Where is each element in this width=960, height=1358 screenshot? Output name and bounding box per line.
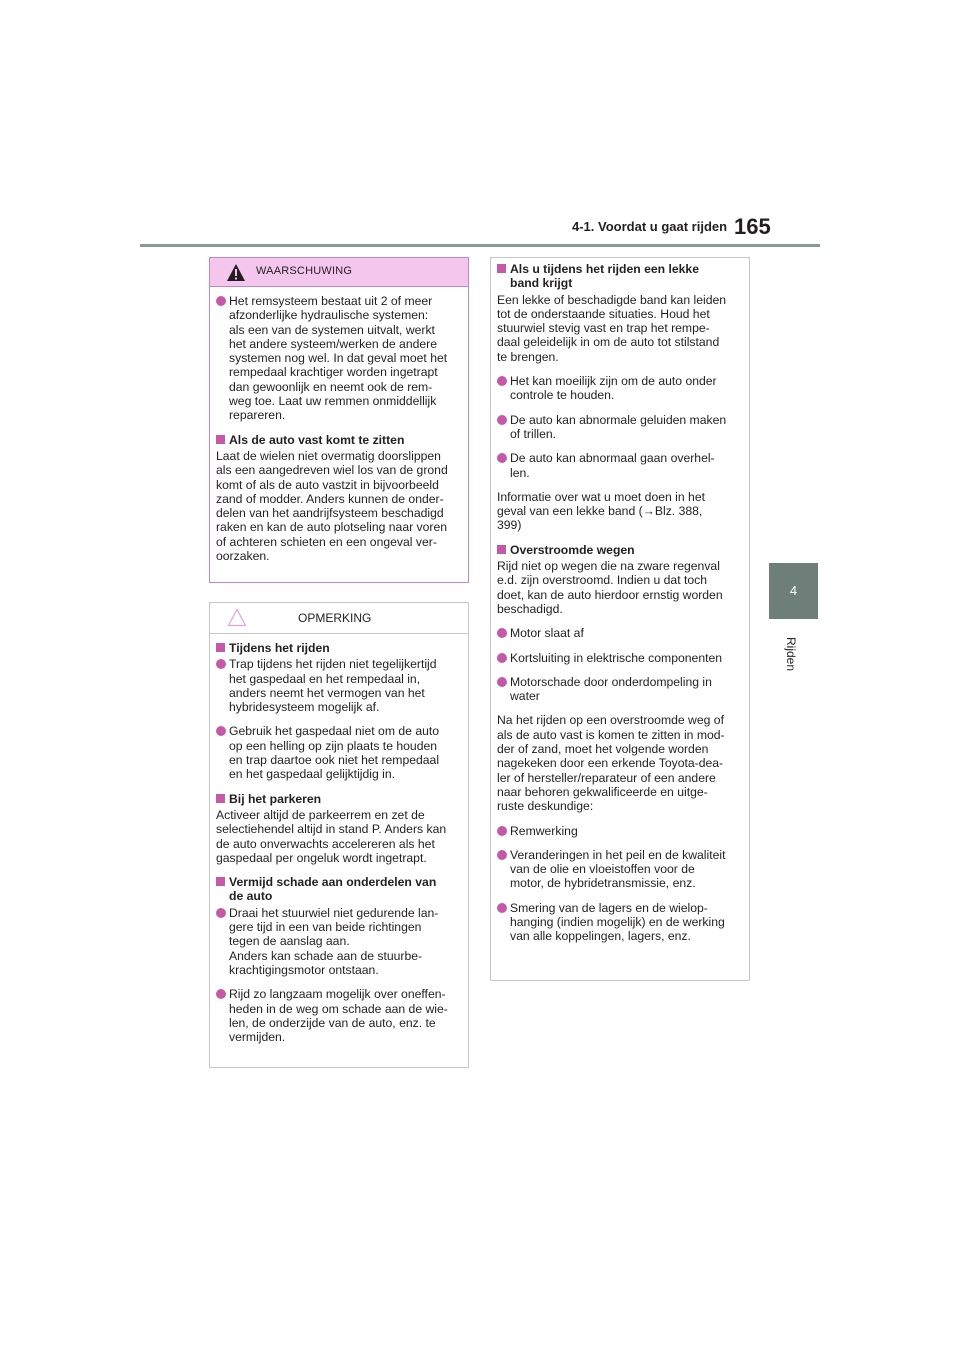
text-line: krachtigingsmotor ontstaan. xyxy=(229,962,379,977)
text-line: gaspedaal per ongeluk wordt ingetrapt. xyxy=(216,850,427,865)
text-line: ruste deskundige: xyxy=(497,799,594,814)
bullet-icon xyxy=(216,726,226,736)
warning-title: WAARSCHUWING xyxy=(256,265,353,277)
text-line: Kortsluiting in elektrische componenten xyxy=(510,650,723,665)
text-line: raken en kan de auto plotseling naar voren xyxy=(216,520,448,535)
square-bullet-icon xyxy=(497,264,506,273)
text-line: Het remsysteem bestaat uit 2 of meer xyxy=(229,294,433,308)
text-line: De auto kan abnormaal gaan overhel- xyxy=(510,451,715,466)
text-line: ler of hersteller/reparateur of een andere xyxy=(497,770,716,785)
bullet-icon xyxy=(497,653,507,663)
text-line: motor, de hybridetransmissie, enz. xyxy=(510,876,696,891)
text-line: het andere systeem/werken de andere xyxy=(229,336,437,351)
section-heading xyxy=(216,641,462,655)
text-line: als een van de systemen uitvalt, werkt xyxy=(229,322,435,337)
text-line: doet, kan de auto hierdoor ernstig worden xyxy=(497,587,723,602)
note-title: OPMERKING xyxy=(298,611,372,625)
text-line: zand of modder. Anders kunnen de onder- xyxy=(216,491,444,506)
text-line: Laat de wielen niet overmatig doorslippen xyxy=(216,448,441,463)
caution-triangle-icon xyxy=(227,608,247,627)
text-line: het gaspedaal en het rempedaal in, xyxy=(229,671,421,686)
warning-box xyxy=(209,257,469,583)
text-line: weg toe. Laat uw remmen onmiddellijk xyxy=(229,394,437,409)
bullet-icon xyxy=(497,628,507,638)
bullet-icon xyxy=(497,376,507,386)
list-item xyxy=(497,651,743,665)
text-line: e.d. zijn overstroomd. Indien u dat toch xyxy=(497,573,708,588)
section-title: 4-1. Voordat u gaat rijden xyxy=(572,219,728,234)
paragraph xyxy=(216,808,462,865)
text-line: rempedaal krachtiger worden ingetrapt xyxy=(229,365,438,380)
text-line: dan gewoonlijk en neemt ook de rem- xyxy=(229,379,433,394)
text-line: Na het rijden op een overstroomde weg of xyxy=(497,713,724,728)
list-item xyxy=(497,374,743,403)
text-line: de auto xyxy=(229,889,273,904)
text-line: daal geleidelijk in om de auto tot stilstand xyxy=(497,335,720,350)
text-line: van de olie en vloeistoffen voor de xyxy=(510,862,695,877)
text-line: Motorschade door onderdompeling in xyxy=(510,674,712,689)
list-item xyxy=(497,824,743,838)
bullet-icon xyxy=(497,677,507,687)
chapter-tab-number[interactable]: 4 xyxy=(769,563,818,619)
text-line: komt of als de auto vastzit in bijvoorbeeld xyxy=(216,477,439,492)
paragraph-page-reference[interactable] xyxy=(497,490,743,533)
text-line: oorzaken. xyxy=(216,549,270,564)
header-rule xyxy=(140,244,820,247)
text-line: tegen de aanslag aan. xyxy=(229,934,350,949)
text-line: Remwerking xyxy=(510,823,578,838)
text-line: en het gaspedaal gelijktijdig in. xyxy=(229,767,396,782)
text-line: Een lekke of beschadigde band kan leiden xyxy=(497,292,727,307)
text-line: selectiehendel altijd in stand P. Anders kan xyxy=(216,822,447,837)
list-item xyxy=(497,451,743,480)
paragraph xyxy=(216,449,462,563)
section-heading xyxy=(216,792,462,806)
list-item xyxy=(216,987,462,1044)
text-line: Trap tijdens het rijden niet tegelijkertijd xyxy=(229,657,437,672)
section-heading xyxy=(497,262,743,291)
text-line: gere tijd in een van beide richtingen xyxy=(229,920,422,935)
text-line: len. xyxy=(510,465,530,480)
text-line: Smering van de lagers en de wielop- xyxy=(510,900,708,915)
list-item xyxy=(497,413,743,442)
paragraph xyxy=(497,293,743,364)
text-line: naar behoren gekwalificeerde en uitge- xyxy=(497,784,708,799)
text-line: Rijd zo langzaam mogelijk over oneffen- xyxy=(229,987,446,1002)
text-line: en trap daartoe ook niet het rempedaal xyxy=(229,753,440,768)
text-line: delen van het aandrijfsysteem beschadigd xyxy=(216,506,444,521)
text-line: Draai het stuurwiel niet gedurende lan- xyxy=(229,905,439,920)
bullet-icon xyxy=(497,415,507,425)
note-header xyxy=(210,603,468,634)
square-bullet-icon xyxy=(497,545,506,554)
text-line: als een aangedreven wiel los van de grond xyxy=(216,463,448,478)
text-line: Rijd niet op wegen die na zware regenval xyxy=(497,559,720,574)
list-item xyxy=(497,675,743,704)
info-box xyxy=(490,257,750,981)
text-line: Gebruik het gaspedaal niet om de auto xyxy=(229,724,440,739)
text-line: of achteren schieten en een ongeval ver- xyxy=(216,534,437,549)
square-bullet-icon xyxy=(216,877,225,886)
text-line: op een helling op zijn plaats te houden xyxy=(229,738,438,753)
paragraph xyxy=(497,713,743,813)
section-heading xyxy=(497,543,743,557)
bullet-icon xyxy=(497,826,507,836)
text-line: repareren. xyxy=(229,408,286,423)
list-item xyxy=(216,724,462,781)
list-item xyxy=(497,626,743,640)
text-line: stuurwiel stevig vast en trap het rempe- xyxy=(497,321,710,336)
square-bullet-icon xyxy=(216,643,225,652)
chapter-label-text: Rijden xyxy=(784,636,798,672)
text-line: of trillen. xyxy=(510,426,557,441)
text-line: der of zand, moet het volgende worden xyxy=(497,742,709,757)
text-line: vermijden. xyxy=(229,1030,286,1045)
text-line: van alle koppelingen, lagers, enz. xyxy=(510,929,691,944)
text-line: de auto onverwachts accelereren als het xyxy=(216,836,435,851)
text-line: Informatie over wat u moet doen in het xyxy=(497,489,705,504)
list-item xyxy=(216,657,462,714)
text-line: Veranderingen in het peil en de kwaliteit xyxy=(510,847,726,862)
text-line: De auto kan abnormale geluiden maken xyxy=(510,412,727,427)
bullet-icon xyxy=(497,903,507,913)
list-item xyxy=(497,848,743,891)
square-bullet-icon xyxy=(216,435,225,444)
list-item xyxy=(216,294,462,423)
text-line: 399) xyxy=(497,518,522,533)
text-line: systemen nog wel. In dat geval moet het xyxy=(229,351,448,366)
text-line: te brengen. xyxy=(497,349,559,364)
text-line: als de auto vast is komen te zitten in mod- xyxy=(497,727,725,742)
text-line: hanging (indien mogelijk) en de werking xyxy=(510,914,725,929)
chapter-tab-label xyxy=(784,632,798,676)
text-line: Als u tijdens het rijden een lekke xyxy=(510,262,699,276)
text-line: controle te houden. xyxy=(510,388,615,403)
text-line: nagekeken door een erkende Toyota-dea- xyxy=(497,756,724,771)
bullet-icon xyxy=(497,850,507,860)
page-number: 165 xyxy=(734,214,771,239)
bullet-icon xyxy=(497,453,507,463)
text-line: Anders kan schade aan de stuurbe- xyxy=(229,948,423,963)
text-line: beschadigd. xyxy=(497,601,563,616)
list-item xyxy=(216,906,462,977)
warning-header xyxy=(210,258,468,287)
square-bullet-icon xyxy=(216,794,225,803)
heading-text: Bij het parkeren xyxy=(229,791,322,806)
bullet-icon xyxy=(216,296,226,306)
text-line: Het kan moeilijk zijn om de auto onder xyxy=(510,374,717,389)
bullet-icon xyxy=(216,989,226,999)
heading-text: Overstroomde wegen xyxy=(510,542,635,557)
text-line: len, de onderzijde van de auto, enz. te xyxy=(229,1015,436,1030)
heading-text: Als de auto vast komt te zitten xyxy=(229,432,405,447)
section-heading xyxy=(216,875,462,904)
paragraph xyxy=(497,559,743,616)
warning-triangle-icon xyxy=(226,263,246,282)
list-item xyxy=(497,901,743,944)
text-line: geval van een lekke band (→Blz. 388, xyxy=(497,504,703,519)
text-line: water xyxy=(510,689,540,704)
text-line: afzonderlijke hydraulische systemen: xyxy=(229,308,429,323)
section-heading xyxy=(216,433,462,447)
text-line: tot de onderstaande situaties. Houd het xyxy=(497,306,710,321)
text-line: hybridesysteem mogelijk af. xyxy=(229,700,380,715)
bullet-icon xyxy=(216,659,226,669)
note-box xyxy=(209,602,469,1068)
text-line: anders neemt het vermogen van het xyxy=(229,685,425,700)
heading-text: Tijdens het rijden xyxy=(229,641,330,655)
bullet-icon xyxy=(216,908,226,918)
text-line: Activeer altijd de parkeerrem en zet de xyxy=(216,807,425,822)
text-line: Motor slaat af xyxy=(510,626,584,641)
text-line: band krijgt xyxy=(510,276,573,291)
text-line: Vermijd schade aan onderdelen van xyxy=(229,875,437,890)
text-line: heden in de weg om schade aan de wie- xyxy=(229,1001,448,1016)
